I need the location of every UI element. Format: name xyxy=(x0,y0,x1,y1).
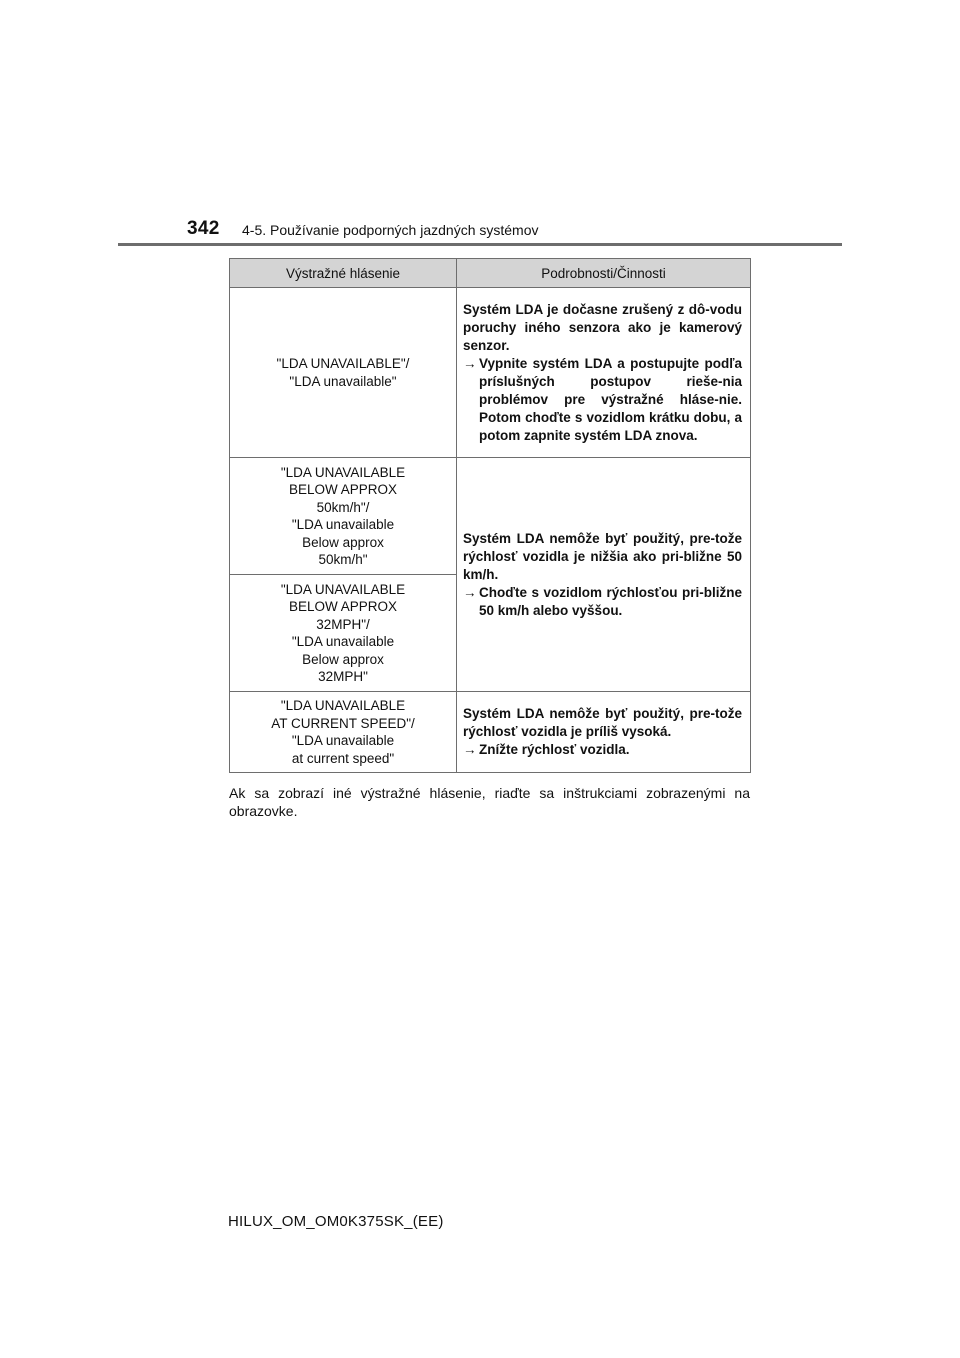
warning-message-cell xyxy=(230,288,457,458)
arrow-icon: → xyxy=(463,742,477,757)
table-header-row xyxy=(230,259,751,288)
table-row xyxy=(230,458,751,575)
document-code: HILUX_OM_OM0K375SK_(EE) xyxy=(228,1213,444,1230)
message-line: 32MPH"/ xyxy=(316,616,370,632)
detail-text: Systém LDA nemôže byť použitý, pre-tože rýchlosť vozidla je nižšia ako pri-bližne 50 km/h. xyxy=(463,530,742,582)
column-header-message: Výstražné hlásenie xyxy=(230,259,457,288)
message-line: Below approx xyxy=(302,534,384,550)
table-row xyxy=(230,288,751,458)
action-item xyxy=(463,584,742,620)
footnote-text: Ak sa zobrazí iné výstražné hlásenie, riaďte sa inštrukciami zobrazenými na obrazovke. xyxy=(229,785,750,819)
detail-text: Systém LDA je dočasne zrušený z dô-vodu poruchy iného senzora ako je kamerový senzor. xyxy=(463,301,742,353)
warning-message-cell xyxy=(230,575,457,692)
message-line: Below approx xyxy=(302,651,384,667)
table-row xyxy=(230,692,751,773)
action-item xyxy=(463,355,742,445)
message-line: "LDA UNAVAILABLE xyxy=(280,698,406,713)
message-line: AT CURRENT SPEED"/ xyxy=(271,715,415,731)
warning-message-cell xyxy=(230,458,457,575)
section-title: 4-5. Používanie podporných jazdných systémov xyxy=(242,222,539,238)
action-item xyxy=(463,741,742,759)
action-text: Choďte s vozidlom rýchlosťou pri-bližne 50 km/h alebo vyššou. xyxy=(479,584,742,618)
action-text: Znížte rýchlosť vozidla. xyxy=(479,742,630,757)
column-header-details: Podrobnosti/Činnosti xyxy=(457,259,751,288)
page-number: 342 xyxy=(187,218,220,239)
message-line: "LDA UNAVAILABLE xyxy=(280,464,406,480)
warning-messages-table xyxy=(229,258,751,773)
action-text: Vypnite systém LDA a postupujte podľa príslušných postupov rieše-nia problémov pre výstražné hláse-nie. Potom choďte s vozidlom krátku dobu, a potom zapnite systém LDA znova. xyxy=(479,355,742,443)
message-line: 50km/h" xyxy=(318,552,368,567)
arrow-icon: → xyxy=(463,584,477,600)
message-line: "LDA unavailable" xyxy=(289,373,397,389)
warning-message-cell xyxy=(230,692,457,773)
message-line: "LDA UNAVAILABLE"/ xyxy=(276,356,410,371)
message-line: 32MPH" xyxy=(318,669,368,684)
message-line: "LDA unavailable xyxy=(291,733,395,748)
header-divider xyxy=(118,243,842,246)
details-cell xyxy=(457,692,751,773)
message-line: 50km/h"/ xyxy=(316,499,370,515)
message-line: "LDA unavailable xyxy=(291,634,395,649)
message-line: "LDA unavailable xyxy=(291,517,395,532)
details-cell xyxy=(457,458,751,692)
details-cell xyxy=(457,288,751,458)
message-line: "LDA UNAVAILABLE xyxy=(280,581,406,597)
message-line: at current speed" xyxy=(291,750,395,766)
arrow-icon: → xyxy=(463,355,477,371)
message-line: BELOW APPROX xyxy=(288,599,398,614)
message-line: BELOW APPROX xyxy=(288,482,398,497)
detail-text: Systém LDA nemôže byť použitý, pre-tože rýchlosť vozidla je príliš vysoká. xyxy=(463,706,742,739)
